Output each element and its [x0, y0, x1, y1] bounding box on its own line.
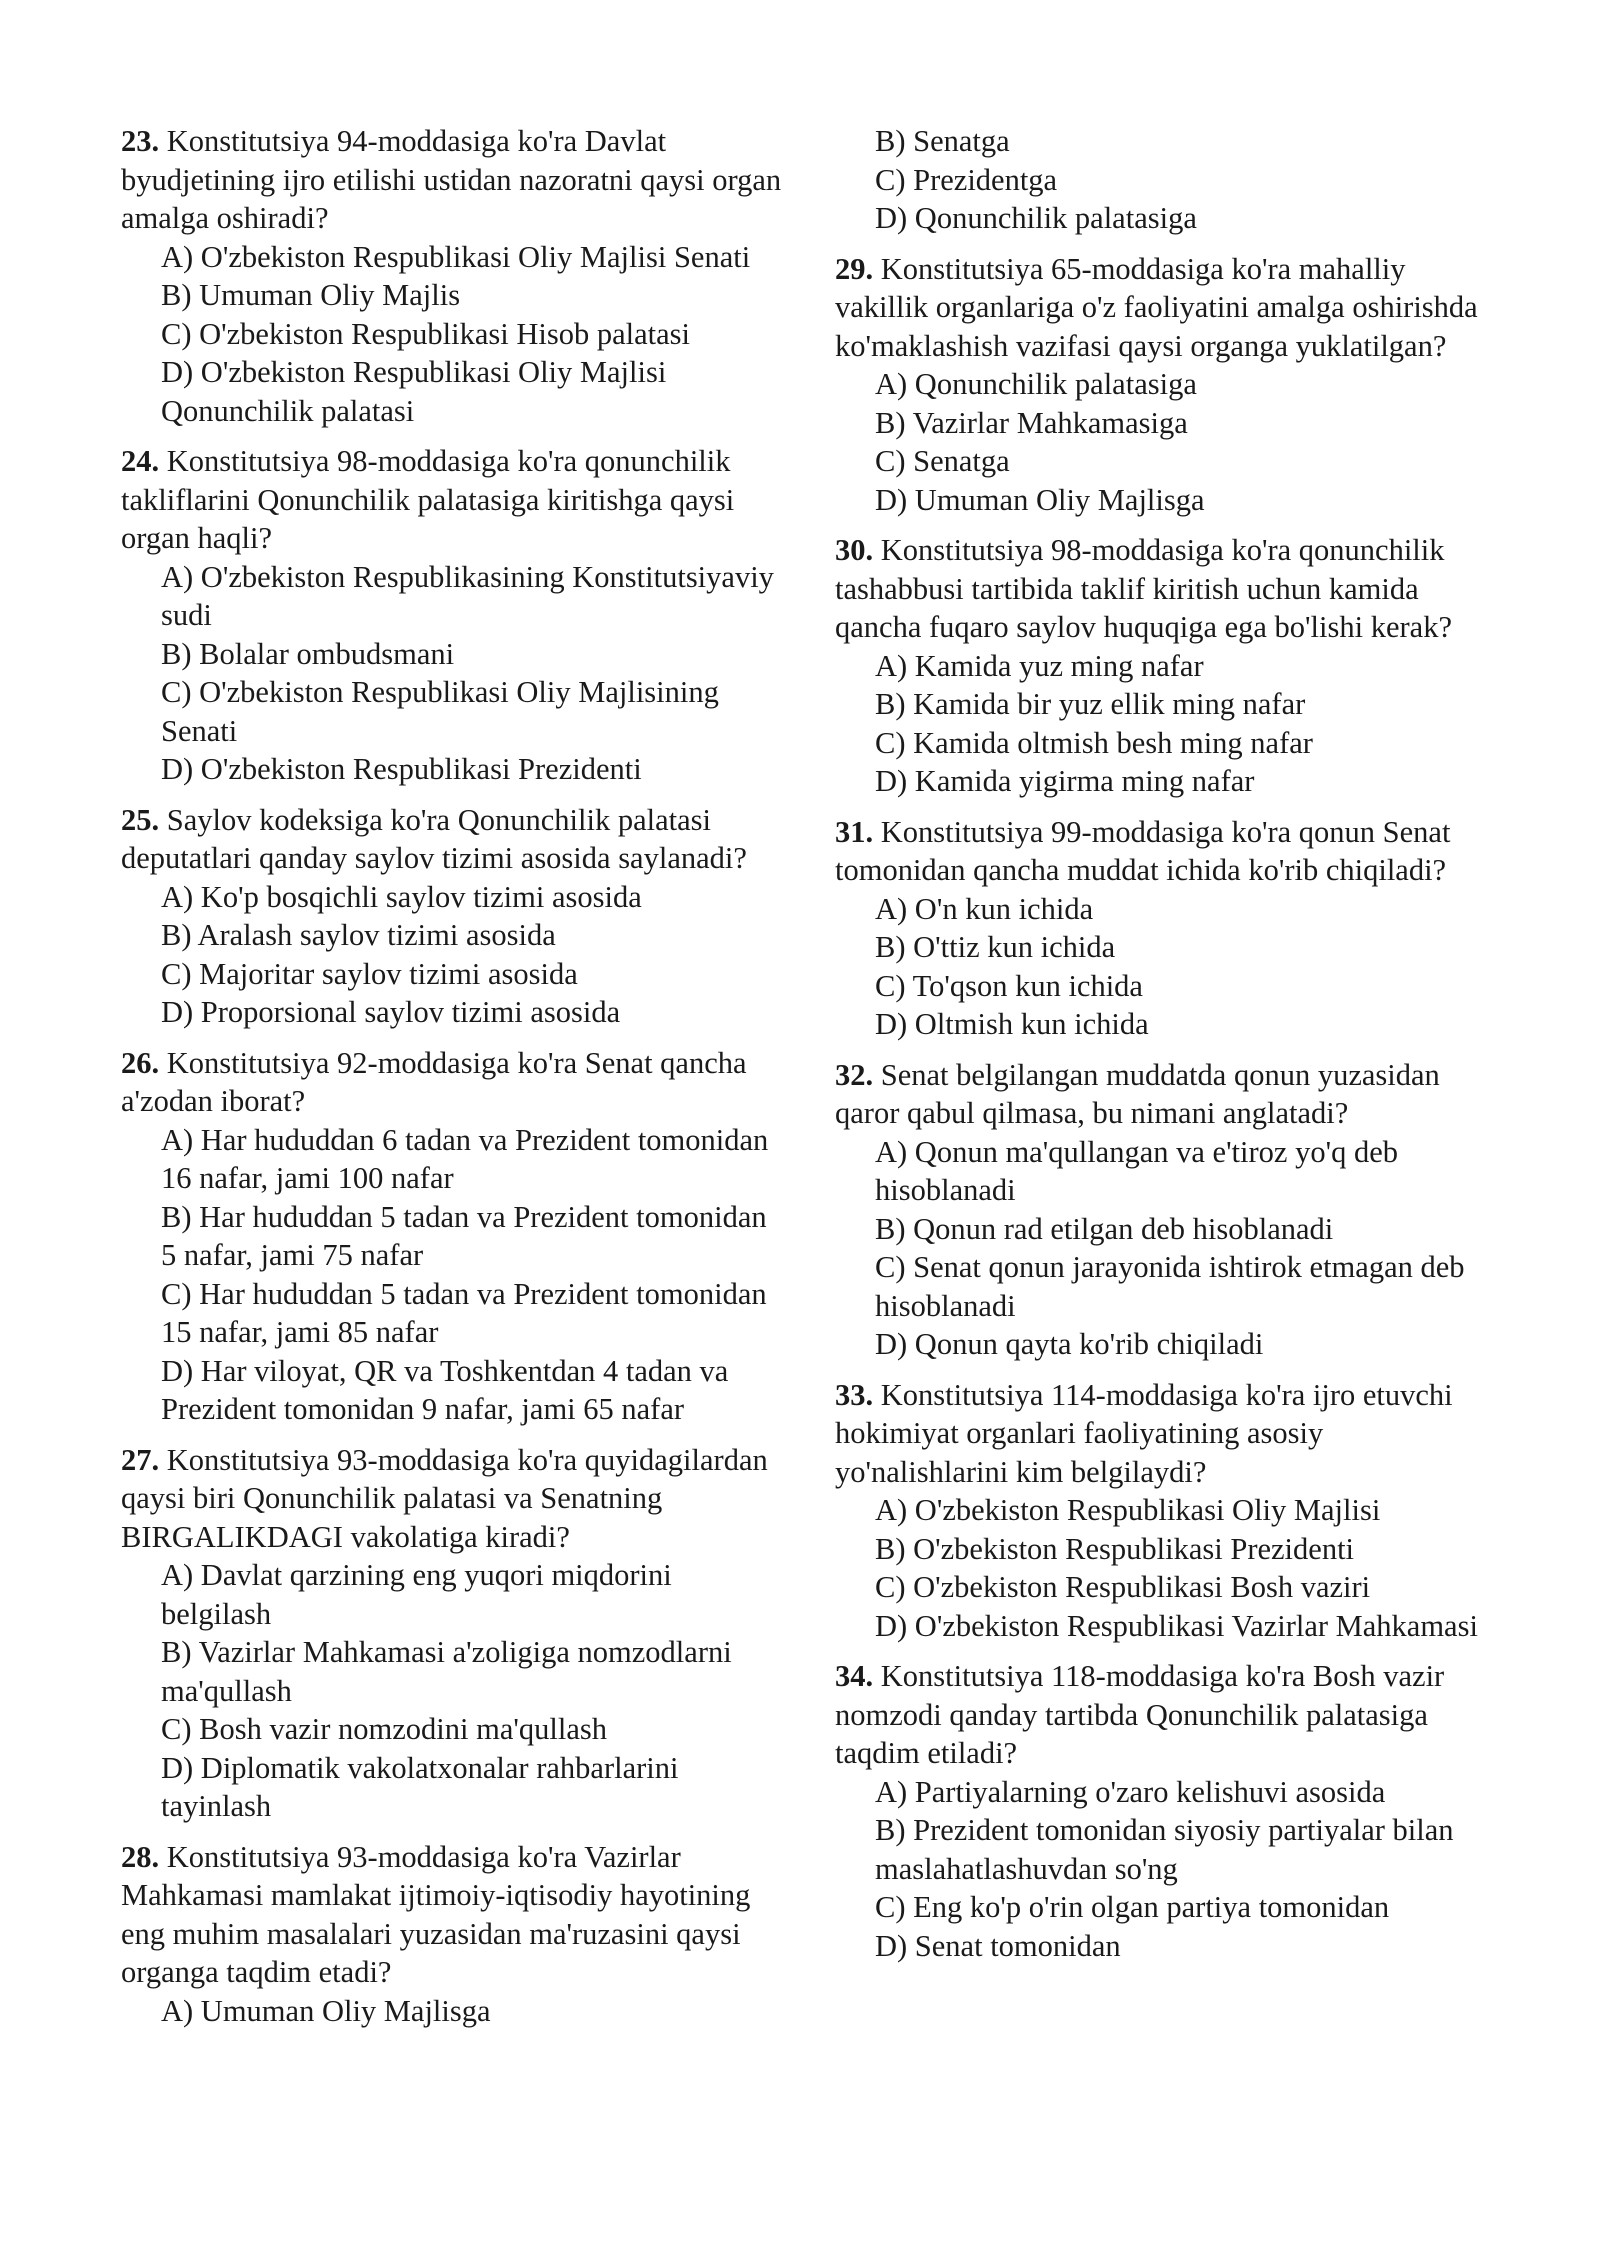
question-28-continuation: [835, 122, 1501, 238]
question-text: [835, 531, 1501, 647]
answer-option: A) Qonunchilik palatasiga: [875, 367, 1197, 401]
question-text: [835, 1376, 1501, 1492]
answer-option: D) Diplomatik vakolatxonalar rahbarlarini tayinlash: [161, 1750, 679, 1823]
answer-option: B) Kamida bir yuz ellik ming nafar: [875, 687, 1306, 721]
question-body: Konstitutsiya 98-moddasiga ko'ra qonunchilik tashabbusi tartibida taklif kiritish uchun kamida qancha fuqaro saylov huquqiga ega bo'lishi kerak?: [835, 533, 1452, 644]
question-body: Saylov kodeksiga ko'ra Qonunchilik palatasi deputatlari qanday saylov tizimi asosida saylanadi?: [121, 802, 747, 875]
question-text: [835, 1657, 1501, 1773]
answer-option: A) Har hududdan 6 tadan va Prezident tomonidan 16 nafar, jami 100 nafar: [161, 1122, 769, 1195]
answer-option: A) O'n kun ichida: [875, 891, 1094, 926]
question-30: [835, 531, 1501, 801]
answer-option: D) Proporsional saylov tizimi asosida: [161, 995, 621, 1029]
answer-option: B) Vazirlar Mahkamasiga: [875, 405, 1188, 440]
question-body: Konstitutsiya 93-moddasiga ko'ra Vazirlar Mahkamasi mamlakat ijtimoiy-iqtisodiy hayotining eng muhim masalalari yuzasidan ma'ruzasini qaysi organga taqdim etadi?: [121, 1839, 751, 1989]
question-number: 34.: [835, 1659, 874, 1693]
answer-option: C) O'zbekiston Respublikasi Hisob palatasi: [161, 316, 691, 351]
question-24: [121, 442, 787, 789]
question-number: 23.: [121, 124, 160, 158]
answer-option: C) O'zbekiston Respublikasi Bosh vaziri: [875, 1570, 1371, 1604]
question-number: 28.: [121, 1839, 160, 1874]
question-number: 31.: [835, 814, 874, 849]
answer-option: B) O'zbekiston Respublikasi Prezidenti: [875, 1531, 1355, 1566]
answer-option: B) Qonun rad etilgan deb hisoblanadi: [875, 1211, 1334, 1246]
question-text: [121, 1441, 787, 1557]
question-28: [121, 1838, 787, 2031]
question-33: [835, 1376, 1501, 1646]
question-text: [121, 801, 787, 878]
answer-option: D) O'zbekiston Respublikasi Oliy Majlisi Qonunchilik palatasi: [161, 355, 667, 428]
question-body: Konstitutsiya 118-moddasiga ko'ra Bosh vazir nomzodi qanday tartibda Qonunchilik palatasiga taqdim etiladi?: [835, 1659, 1445, 1770]
answer-option: D) Senat tomonidan: [875, 1928, 1121, 1963]
question-text: [121, 122, 787, 238]
question-text: [121, 442, 787, 558]
answer-option: B) Aralash saylov tizimi asosida: [161, 918, 556, 952]
question-body: Senat belgilangan muddatda qonun yuzasidan qaror qabul qilmasa, bu nimani anglatadi?: [835, 1057, 1440, 1130]
question-26: [121, 1044, 787, 1429]
answer-option: B) Prezident tomonidan siyosiy partiyalar bilan maslahatlashuvdan so'ng: [875, 1813, 1454, 1886]
answer-option: B) O'ttiz kun ichida: [875, 930, 1116, 964]
question-text: [121, 1044, 787, 1121]
question-29: [835, 250, 1501, 520]
answer-option: A) Partiyalarning o'zaro kelishuvi asosida: [875, 1774, 1386, 1809]
question-text: [835, 250, 1501, 366]
answer-option: C) O'zbekiston Respublikasi Oliy Majlisining Senati: [161, 675, 719, 748]
question-body: Konstitutsiya 99-moddasiga ko'ra qonun Senat tomonidan qancha muddat ichida ko'rib chiqiladi?: [835, 814, 1451, 887]
answer-option: C) Prezidentga: [875, 162, 1058, 197]
question-number: 27.: [121, 1442, 160, 1477]
answer-option: D) Qonunchilik palatasiga: [875, 201, 1197, 235]
answer-option: B) Vazirlar Mahkamasi a'zoligiga nomzodlarni ma'qullash: [161, 1635, 732, 1708]
answer-option: C) Majoritar saylov tizimi asosida: [161, 956, 578, 991]
answer-option: C) Senat qonun jarayonida ishtirok etmagan deb hisoblanadi: [875, 1250, 1465, 1323]
question-23: [121, 122, 787, 430]
question-body: Konstitutsiya 92-moddasiga ko'ra Senat qancha a'zodan iborat?: [121, 1045, 747, 1118]
answer-option: D) Qonun qayta ko'rib chiqiladi: [875, 1327, 1264, 1361]
answer-option: C) Senatga: [875, 444, 1010, 478]
answer-option: C) Eng ko'p o'rin olgan partiya tomonidan: [875, 1890, 1390, 1924]
answer-option: B) Senatga: [875, 124, 1010, 158]
question-body: Konstitutsiya 93-moddasiga ko'ra quyidagilardan qaysi biri Qonunchilik palatasi va Senatning BIRGALIKDAGI vakolatiga kiradi?: [121, 1442, 768, 1554]
answer-option: D) Kamida yigirma ming nafar: [875, 764, 1255, 798]
question-number: 30.: [835, 533, 874, 567]
question-text: [121, 1838, 787, 1992]
answer-option: A) Davlat qarzining eng yuqori miqdorini belgilash: [161, 1558, 672, 1631]
answer-option: C) To'qson kun ichida: [875, 968, 1143, 1003]
answer-option: C) Kamida oltmish besh ming nafar: [875, 725, 1313, 760]
answer-option: A) O'zbekiston Respublikasi Oliy Majlisi: [875, 1493, 1381, 1527]
question-31: [835, 813, 1501, 1044]
answer-option: A) O'zbekiston Respublikasining Konstitutsiyaviy sudi: [161, 559, 774, 632]
answer-option: D) Umuman Oliy Majlisga: [875, 482, 1205, 517]
question-number: 33.: [835, 1377, 874, 1412]
answer-option: B) Bolalar ombudsmani: [161, 636, 455, 671]
question-32: [835, 1056, 1501, 1364]
question-body: Konstitutsiya 94-moddasiga ko'ra Davlat byudjetining ijro etilishi ustidan nazoratni qaysi organ amalga oshiradi?: [121, 124, 782, 235]
question-number: 26.: [121, 1045, 160, 1080]
question-27: [121, 1441, 787, 1826]
right-column: [835, 122, 1501, 2172]
question-34: [835, 1657, 1501, 1965]
answer-option: A) Umuman Oliy Majlisga: [161, 1993, 491, 2028]
question-body: Konstitutsiya 65-moddasiga ko'ra mahalliy vakillik organlariga o'z faoliyatini amalga oshirishda ko'maklashish vazifasi qaysi organga yuklatilgan?: [835, 251, 1478, 363]
question-body: Konstitutsiya 98-moddasiga ko'ra qonunchilik takliflarini Qonunchilik palatasiga kiritishga qaysi organ haqli?: [121, 444, 735, 555]
question-number: 32.: [835, 1057, 874, 1092]
answer-option: A) Kamida yuz ming nafar: [875, 648, 1204, 683]
answer-option: D) O'zbekiston Respublikasi Prezidenti: [161, 752, 642, 786]
left-column: [121, 122, 787, 2172]
question-25: [121, 801, 787, 1032]
answer-option: B) Har hududdan 5 tadan va Prezident tomonidan 5 nafar, jami 75 nafar: [161, 1199, 767, 1272]
answer-option: A) Qonun ma'qullangan va e'tiroz yo'q deb hisoblanadi: [875, 1134, 1398, 1207]
answer-option: A) Ko'p bosqichli saylov tizimi asosida: [161, 879, 642, 914]
answer-option: A) O'zbekiston Respublikasi Oliy Majlisi Senati: [161, 239, 751, 274]
answer-option: D) O'zbekiston Respublikasi Vazirlar Mahkamasi: [875, 1608, 1478, 1643]
question-text: [835, 1056, 1501, 1133]
question-number: 29.: [835, 251, 874, 286]
answer-option: C) Har hududdan 5 tadan va Prezident tomonidan 15 nafar, jami 85 nafar: [161, 1276, 767, 1349]
answer-option: D) Har viloyat, QR va Toshkentdan 4 tadan va Prezident tomonidan 9 nafar, jami 65 nafar: [161, 1353, 729, 1426]
answer-option: D) Oltmish kun ichida: [875, 1007, 1149, 1041]
test-page: [121, 122, 1501, 2172]
question-number: 25.: [121, 802, 160, 837]
question-number: 24.: [121, 444, 160, 478]
answer-option: B) Umuman Oliy Majlis: [161, 278, 461, 312]
question-body: Konstitutsiya 114-moddasiga ko'ra ijro etuvchi hokimiyat organlari faoliyatining asosiy yo'nalishlarini kim belgilaydi?: [835, 1377, 1453, 1489]
answer-option: C) Bosh vazir nomzodini ma'qullash: [161, 1712, 607, 1746]
question-text: [835, 813, 1501, 890]
